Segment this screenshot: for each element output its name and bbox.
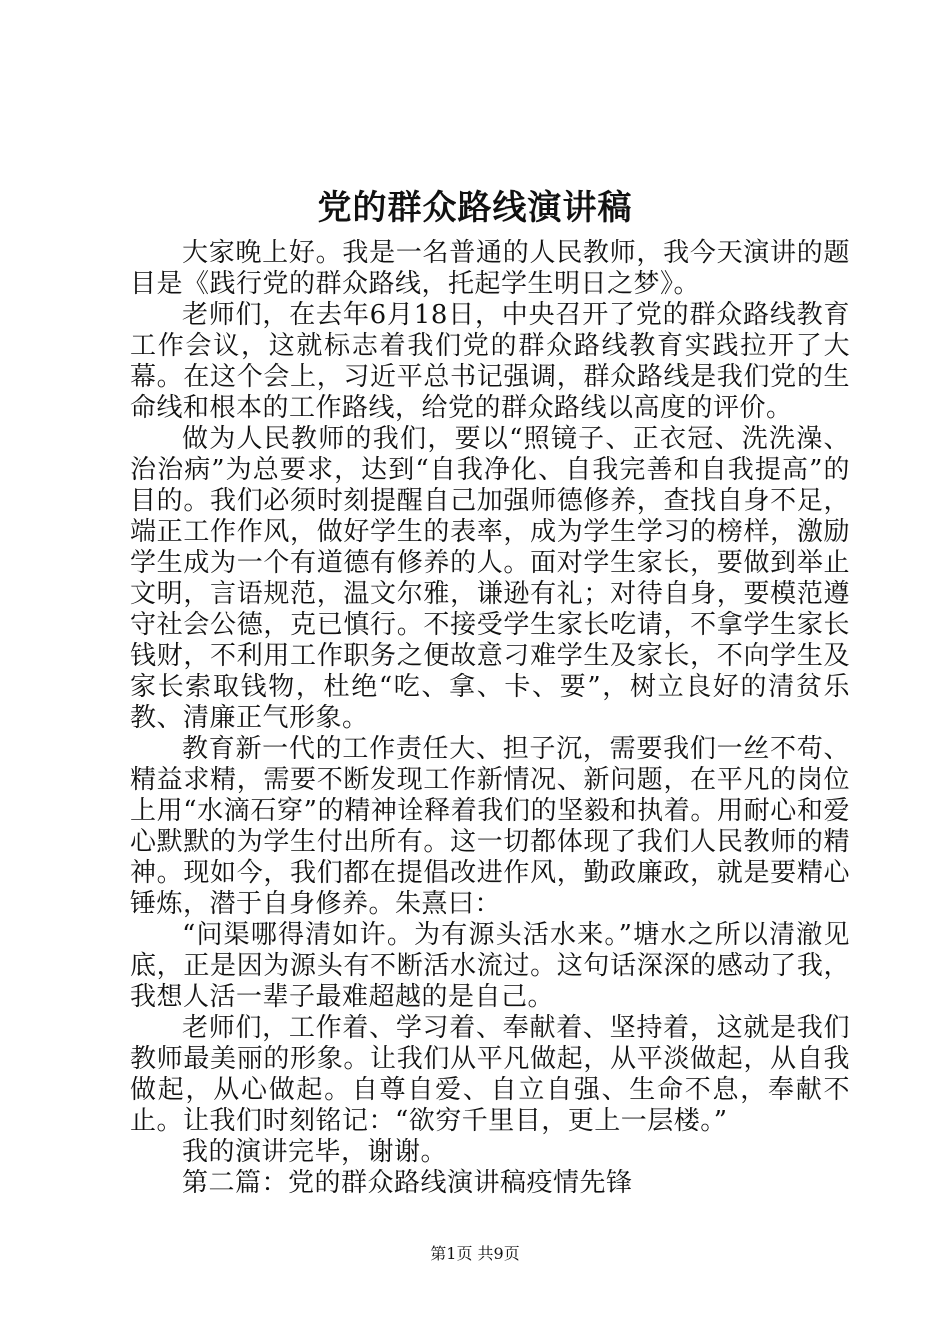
- document-body: [130, 238, 850, 1199]
- paragraph-conclusion: 老师们，工作着、学习着、奉献着、坚持着，这就是我们教师最美丽的形象。让我们从平凡做起，从平淡做起，从自我做起，从心做起。自尊自爱、自立自强、生命不息，奉献不止。让我们时刻铭记：“欲穷千里目，更上一层楼。”: [130, 1013, 850, 1136]
- paragraph-thanks: 我的演讲完毕，谢谢。: [182, 1137, 448, 1167]
- paragraph-quote: “问渠哪得清如许。为有源头活水来。”塘水之所以清澈见底，正是因为源头有不断活水流过。这句话深深的感动了我，我想人活一辈子最难超越的是自己。: [130, 920, 850, 1012]
- paragraph-greeting: 大家晚上好。我是一名普通的人民教师，我今天演讲的题目是《践行党的群众路线，托起学生明日之梦》。: [130, 238, 850, 299]
- page-footer: 第1页 共9页: [430, 1244, 520, 1263]
- paragraph-teacher-conduct: 做为人民教师的我们，要以“照镜子、正衣冠、洗洗澡、治治病”为总要求，达到“自我净化、自我完善和自我提高”的目的。我们必须时刻提醒自己加强师德修养，查找自身不足，端正工作作风，做好学生的表率，成为学生学习的榜样，激励学生成为一个有道德有修养的人。面对学生家长，要做到举止文明，言语规范，温文尔雅，谦逊有礼；对待自身，要模范遵守社会公德，克已慎行。不接受学生家长吃请，不拿学生家长钱财，不利用工作职务之便故意刁难学生及家长，不向学生及家长索取钱物，杜绝“吃、拿、卡、要”，树立良好的清贫乐教、清廉正气形象。: [130, 424, 850, 733]
- document-title: 党的群众路线演讲稿: [317, 188, 633, 228]
- paragraph-meeting: 老师们，在去年6月18日，中央召开了党的群众路线教育工作会议，这就标志着我们党的群众路线教育实践拉开了大幕。在这个会上，习近平总书记强调，群众路线是我们党的生命线和根本的工作路线，给党的群众路线以高度的评价。: [130, 300, 850, 423]
- paragraph-next-section: 第二篇：党的群众路线演讲稿疫情先锋: [182, 1168, 633, 1198]
- paragraph-education-responsibility: 教育新一代的工作责任大、担子沉，需要我们一丝不苟、精益求精，需要不断发现工作新情况、新问题，在平凡的岗位上用“水滴石穿”的精神诠释着我们的坚毅和执着。用耐心和爱心默默的为学生付出所有。这一切都体现了我们人民教师的精神。现如今，我们都在提倡改进作风，勤政廉政，就是要精心锤炼，潜于自身修养。朱熹曰：: [130, 734, 850, 919]
